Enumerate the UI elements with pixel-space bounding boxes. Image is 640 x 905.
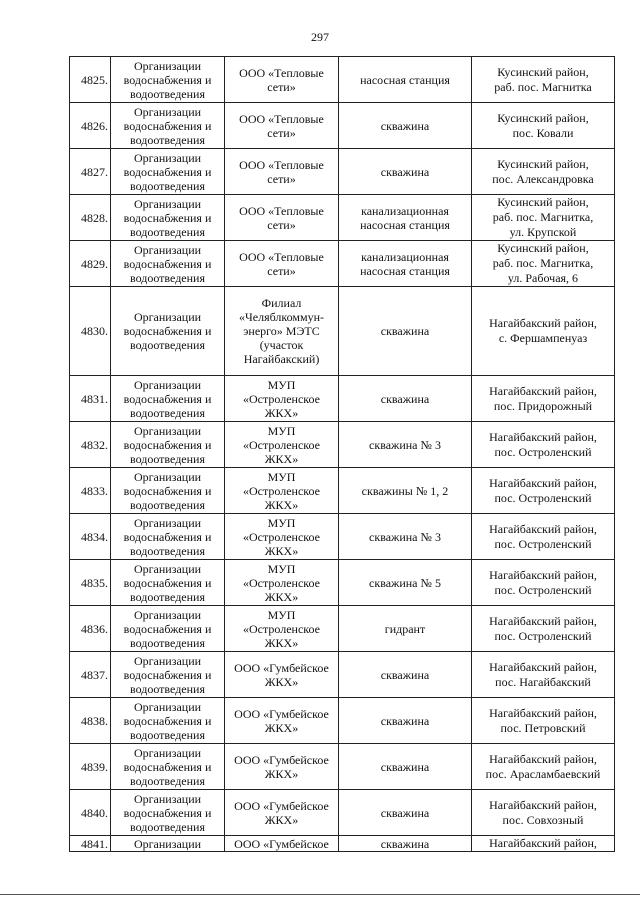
- table-row: [70, 606, 615, 652]
- cell-row-number: [70, 606, 111, 652]
- object-type-text: скважина № 5: [369, 575, 441, 590]
- cell-organization-name: [225, 149, 339, 195]
- organization-name-text: ООО «Тепловые сети»: [239, 65, 324, 94]
- organization-category-text: Организации водоснабжения и водоотведения: [123, 515, 212, 558]
- organization-name-text: МУП «Остроленское ЖКХ»: [243, 423, 320, 466]
- cell-organization-name: [225, 652, 339, 698]
- organization-category-text: Организации водоснабжения и водоотведения: [123, 150, 212, 193]
- organization-category-text: Организации водоснабжения и водоотведения: [123, 58, 212, 101]
- cell-object-address: [472, 376, 615, 422]
- cell-organization-name: [225, 287, 339, 376]
- cell-organization-category: [111, 103, 225, 149]
- table-row: [70, 287, 615, 376]
- row-number-text: 4829.: [81, 256, 108, 271]
- object-address-text: Нагайбакский район, пос. Остроленский: [489, 613, 597, 643]
- cell-object-type: [339, 287, 472, 376]
- cell-object-address: [472, 560, 615, 606]
- cell-object-address: [472, 468, 615, 514]
- cell-row-number: [70, 560, 111, 606]
- table-row: [70, 195, 615, 241]
- cell-organization-category: [111, 57, 225, 103]
- cell-organization-category: [111, 836, 225, 852]
- cell-object-type: [339, 560, 472, 606]
- cell-object-address: [472, 836, 615, 852]
- cell-object-address: [472, 514, 615, 560]
- cell-object-address: [472, 103, 615, 149]
- organization-name-text: ООО «Тепловые сети»: [239, 111, 324, 140]
- cell-row-number: [70, 57, 111, 103]
- object-address-text: Кусинский район, пос. Ковали: [497, 110, 589, 140]
- object-address-text: Нагайбакский район, пос. Придорожный: [489, 383, 597, 413]
- object-address-text: Нагайбакский район,: [489, 836, 597, 850]
- object-address-text: Нагайбакский район, пос. Остроленский: [489, 567, 597, 597]
- object-type-text: скважина: [380, 713, 430, 728]
- cell-object-address: [472, 241, 615, 287]
- row-number-text: 4840.: [81, 805, 108, 820]
- object-type-text: скважина: [380, 667, 430, 682]
- row-number-text: 4828.: [81, 210, 108, 225]
- cell-organization-name: [225, 744, 339, 790]
- cell-organization-category: [111, 241, 225, 287]
- cell-organization-category: [111, 514, 225, 560]
- row-number-text: 4827.: [81, 164, 108, 179]
- cell-organization-category: [111, 468, 225, 514]
- cell-row-number: [70, 241, 111, 287]
- cell-organization-name: [225, 468, 339, 514]
- row-number-text: 4839.: [81, 759, 108, 774]
- organization-name-text: Филиал «Челяблкоммун- энерго» МЭТС (участок Нагайбакский): [238, 296, 325, 366]
- object-type-text: гидрант: [384, 621, 426, 636]
- cell-organization-category: [111, 422, 225, 468]
- object-type-text: канализационная насосная станция: [360, 203, 450, 232]
- cell-object-type: [339, 652, 472, 698]
- organization-category-text: Организации водоснабжения и водоотведения: [123, 310, 212, 352]
- cell-organization-name: [225, 606, 339, 652]
- cell-row-number: [70, 652, 111, 698]
- table-row: [70, 376, 615, 422]
- organization-category-text: Организации водоснабжения и водоотведения: [123, 745, 212, 788]
- object-type-text: скважина: [380, 836, 430, 851]
- row-number-text: 4832.: [81, 437, 108, 452]
- cell-object-address: [472, 57, 615, 103]
- table-row: [70, 652, 615, 698]
- cell-row-number: [70, 422, 111, 468]
- cell-organization-name: [225, 560, 339, 606]
- cell-organization-name: [225, 241, 339, 287]
- cell-organization-category: [111, 652, 225, 698]
- organization-name-text: ООО «Тепловые сети»: [239, 249, 324, 278]
- cell-object-address: [472, 790, 615, 836]
- cell-organization-name: [225, 698, 339, 744]
- table-row: [70, 103, 615, 149]
- object-address-text: Кусинский район, раб. пос. Магнитка, ул. Рабочая, 6: [492, 241, 594, 285]
- organization-name-text: МУП «Остроленское ЖКХ»: [243, 561, 320, 604]
- row-number-text: 4837.: [81, 667, 108, 682]
- cell-row-number: [70, 514, 111, 560]
- cell-object-type: [339, 149, 472, 195]
- cell-organization-name: [225, 790, 339, 836]
- organization-name-text: ООО «Гумбейское ЖКХ»: [234, 660, 329, 689]
- organization-category-text: Организации водоснабжения и водоотведения: [123, 469, 212, 512]
- object-type-text: скважина: [380, 164, 430, 179]
- cell-object-address: [472, 744, 615, 790]
- cell-organization-name: [225, 103, 339, 149]
- cell-object-type: [339, 241, 472, 287]
- cell-object-type: [339, 422, 472, 468]
- object-address-text: Нагайбакский район, пос. Остроленский: [489, 521, 597, 551]
- table-row: [70, 422, 615, 468]
- cell-object-type: [339, 468, 472, 514]
- object-address-text: Кусинский район, раб. пос. Магнитка: [494, 64, 592, 94]
- cell-organization-category: [111, 744, 225, 790]
- cell-organization-name: [225, 514, 339, 560]
- cell-object-type: [339, 790, 472, 836]
- cell-organization-category: [111, 376, 225, 422]
- object-address-text: Нагайбакский район, пос. Петровский: [489, 705, 597, 735]
- organization-name-text: ООО «Тепловые сети»: [239, 157, 324, 186]
- cell-object-type: [339, 195, 472, 241]
- cell-row-number: [70, 149, 111, 195]
- row-number-text: 4833.: [81, 483, 108, 498]
- cell-organization-name: [225, 195, 339, 241]
- row-number-text: 4826.: [81, 118, 108, 133]
- object-type-text: скважина: [380, 118, 430, 133]
- cell-object-type: [339, 103, 472, 149]
- organization-name-text: МУП «Остроленское ЖКХ»: [243, 607, 320, 650]
- organization-name-text: МУП «Остроленское ЖКХ»: [243, 515, 320, 558]
- object-type-text: скважина: [380, 391, 430, 406]
- table-row: [70, 790, 615, 836]
- cell-object-type: [339, 376, 472, 422]
- cell-object-address: [472, 652, 615, 698]
- table-row: [70, 468, 615, 514]
- cell-row-number: [70, 103, 111, 149]
- cell-organization-name: [225, 376, 339, 422]
- table-row: [70, 836, 615, 852]
- cell-row-number: [70, 790, 111, 836]
- organization-name-text: МУП «Остроленское ЖКХ»: [243, 469, 320, 512]
- organization-name-text: ООО «Тепловые сети»: [239, 203, 324, 232]
- cell-organization-name: [225, 57, 339, 103]
- cell-row-number: [70, 287, 111, 376]
- cell-organization-name: [225, 836, 339, 852]
- table-row: [70, 57, 615, 103]
- cell-object-address: [472, 195, 615, 241]
- organization-category-text: Организации водоснабжения и водоотведения: [123, 791, 212, 834]
- cell-organization-category: [111, 606, 225, 652]
- organization-category-text: Организации водоснабжения и водоотведения: [123, 607, 212, 650]
- footer-rule: [0, 894, 640, 895]
- object-type-text: скважина № 3: [369, 529, 441, 544]
- cell-row-number: [70, 836, 111, 852]
- cell-object-type: [339, 698, 472, 744]
- organization-category-text: Организации водоснабжения и водоотведения: [123, 242, 212, 285]
- table-row: [70, 514, 615, 560]
- organization-name-text: ООО «Гумбейское ЖКХ»: [234, 798, 329, 827]
- object-type-text: скважина: [380, 324, 430, 338]
- registry-table: [69, 56, 615, 852]
- table-row: [70, 241, 615, 287]
- cell-row-number: [70, 376, 111, 422]
- object-address-text: Нагайбакский район, пос. Совхозный: [489, 797, 597, 827]
- cell-object-address: [472, 287, 615, 376]
- object-type-text: канализационная насосная станция: [360, 249, 450, 278]
- organization-category-text: Организации водоснабжения и водоотведения: [123, 653, 212, 696]
- page-number: 297: [311, 30, 329, 44]
- cell-organization-category: [111, 560, 225, 606]
- table-body: [70, 57, 615, 852]
- cell-row-number: [70, 698, 111, 744]
- object-address-text: Нагайбакский район, пос. Нагайбакский: [489, 659, 597, 689]
- cell-object-type: [339, 836, 472, 852]
- object-address-text: Кусинский район, раб. пос. Магнитка, ул. Крупской: [492, 195, 594, 239]
- organization-category-text: Организации водоснабжения и водоотведения: [123, 196, 212, 239]
- cell-organization-category: [111, 149, 225, 195]
- organization-category-text: Организации водоснабжения и водоотведения: [123, 104, 212, 147]
- object-type-text: скважина № 3: [369, 437, 441, 452]
- row-number-text: 4831.: [81, 391, 108, 406]
- organization-name-text: ООО «Гумбейское: [234, 836, 329, 851]
- row-number-text: 4835.: [81, 575, 108, 590]
- cell-row-number: [70, 468, 111, 514]
- cell-object-type: [339, 744, 472, 790]
- cell-organization-category: [111, 790, 225, 836]
- object-type-text: скважины № 1, 2: [361, 483, 449, 498]
- table-row: [70, 560, 615, 606]
- row-number-text: 4838.: [81, 713, 108, 728]
- cell-object-type: [339, 57, 472, 103]
- cell-object-address: [472, 606, 615, 652]
- object-type-text: скважина: [380, 759, 430, 774]
- object-type-text: скважина: [380, 805, 430, 820]
- cell-object-address: [472, 149, 615, 195]
- cell-row-number: [70, 744, 111, 790]
- organization-category-text: Организации водоснабжения и водоотведения: [123, 699, 212, 742]
- cell-object-address: [472, 422, 615, 468]
- row-number-text: 4836.: [81, 621, 108, 636]
- object-address-text: Кусинский район, пос. Александровка: [492, 156, 594, 186]
- cell-object-type: [339, 606, 472, 652]
- row-number-text: 4834.: [81, 529, 108, 544]
- organization-category-text: Организации: [133, 836, 202, 851]
- cell-organization-category: [111, 195, 225, 241]
- cell-organization-name: [225, 422, 339, 468]
- cell-organization-category: [111, 287, 225, 376]
- object-address-text: Нагайбакский район, пос. Остроленский: [489, 475, 597, 505]
- cell-object-type: [339, 514, 472, 560]
- object-address-text: Нагайбакский район, пос. Остроленский: [489, 429, 597, 459]
- row-number-text: 4841.: [81, 836, 108, 851]
- cell-row-number: [70, 195, 111, 241]
- object-address-text: Нагайбакский район, с. Фершампенуаз: [489, 316, 597, 345]
- organization-name-text: ООО «Гумбейское ЖКХ»: [234, 752, 329, 781]
- organization-name-text: МУП «Остроленское ЖКХ»: [243, 377, 320, 420]
- organization-name-text: ООО «Гумбейское ЖКХ»: [234, 706, 329, 735]
- table-row: [70, 744, 615, 790]
- organization-category-text: Организации водоснабжения и водоотведения: [123, 561, 212, 604]
- table-row: [70, 698, 615, 744]
- row-number-text: 4825.: [81, 72, 108, 87]
- object-address-text: Нагайбакский район, пос. Арасламбаевский: [485, 751, 601, 781]
- organization-category-text: Организации водоснабжения и водоотведения: [123, 377, 212, 420]
- object-type-text: насосная станция: [360, 72, 450, 87]
- table-row: [70, 149, 615, 195]
- cell-object-address: [472, 698, 615, 744]
- organization-category-text: Организации водоснабжения и водоотведения: [123, 423, 212, 466]
- cell-organization-category: [111, 698, 225, 744]
- row-number-text: 4830.: [81, 324, 108, 338]
